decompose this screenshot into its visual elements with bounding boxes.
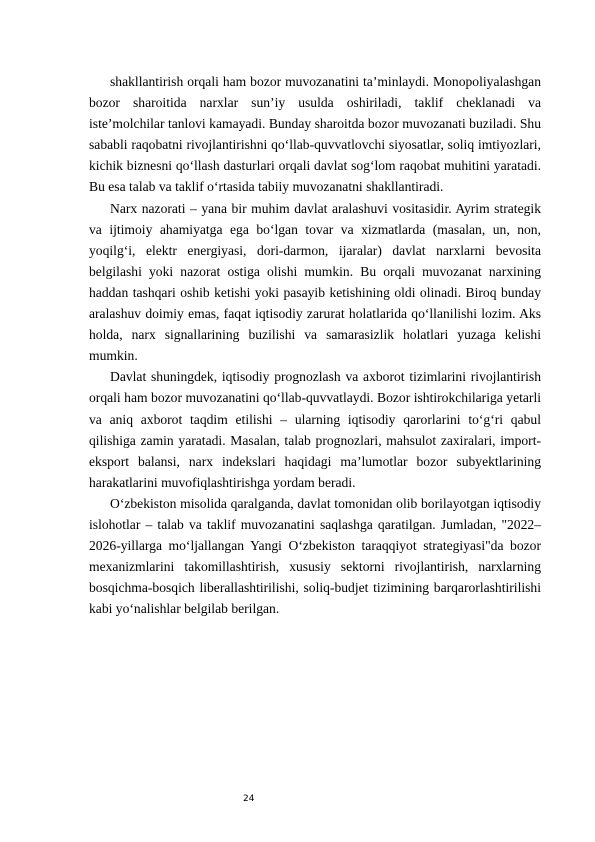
document-body — [89, 71, 541, 619]
paragraph: shakllantirish orqali ham bozor muvozanatini ta’minlaydi. Monopoliyalashgan bozor sharoitida narxlar sun’iy usulda oshiriladi, taklif cheklanadi va iste’molchilar tanlovi kamayadi. Bunday sharoitda bozor muvozanati buziladi. Shu sababli raqobatni rivojlantirishni qo‘llab-quvvatlovchi siyosatlar, soliq imtiyozlari, kichik biznesni qo‘llash dasturlari orqali davlat sog‘lom raqobat muhitini yaratadi. Bu esa talab va taklif o‘rtasida tabiiy muvozanatni shakllantiradi. — [89, 74, 541, 195]
page-number: 24 — [243, 794, 255, 804]
paragraph: Davlat shuningdek, iqtisodiy prognozlash va axborot tizimlarini rivojlantirish orqali ham bozor muvozanatini qo‘llab-quvvatlaydi. Bozor ishtirokchilariga yetarli va aniq axborot taqdim etilishi – ularning iqtisodiy qarorlarini to‘g‘ri qabul qilishiga zamin yaratadi. Masalan, talab prognozlari, mahsulot zaxiralari, import-eksport balansi, narx indekslari haqidagi ma’lumotlar bozor subyektlarining harakatlarini muvofiqlashtirishga yordam beradi. — [89, 369, 541, 490]
paragraph: O‘zbekiston misolida qaralganda, davlat tomonidan olib borilayotgan iqtisodiy islohotlar – talab va taklif muvozanatini saqlashga qaratilgan. Jumladan, "2022–2026-yillarga mo‘ljallangan Yangi O‘zbekiston taraqqiyot strategiyasi"da bozor mexanizmlarini takomillashtirish, xususiy sektorni rivojlantirish, narxlarning bosqichma-bosqich liberallashtirilishi, soliq-budjet tizimining barqarorlashtirilishi kabi yo‘nalishlar belgilab berilgan. — [89, 495, 541, 617]
paragraph: Narx nazorati – yana bir muhim davlat aralashuvi vositasidir. Ayrim strategik va ijtimoiy ahamiyatga ega bo‘lgan tovar va xizmatlarda (masalan, un, non, yoqilg‘i, elektr energiyasi, dori-darmon, ijaralar) davlat narxlarni bevosita belgilashi yoki nazorat ostiga olishi mumkin. Bu orqali muvozanat narxining haddan tashqari oshib ketishi yoki pasayib ketishining oldi olinadi. Biroq bunday aralashuv doimiy emas, faqat iqtisodiy zarurat holatlarida qo‘llanilishi lozim. Aks holda, narx signallarining buzilishi va samarasizlik holatlari yuzaga kelishi mumkin. — [89, 200, 541, 364]
